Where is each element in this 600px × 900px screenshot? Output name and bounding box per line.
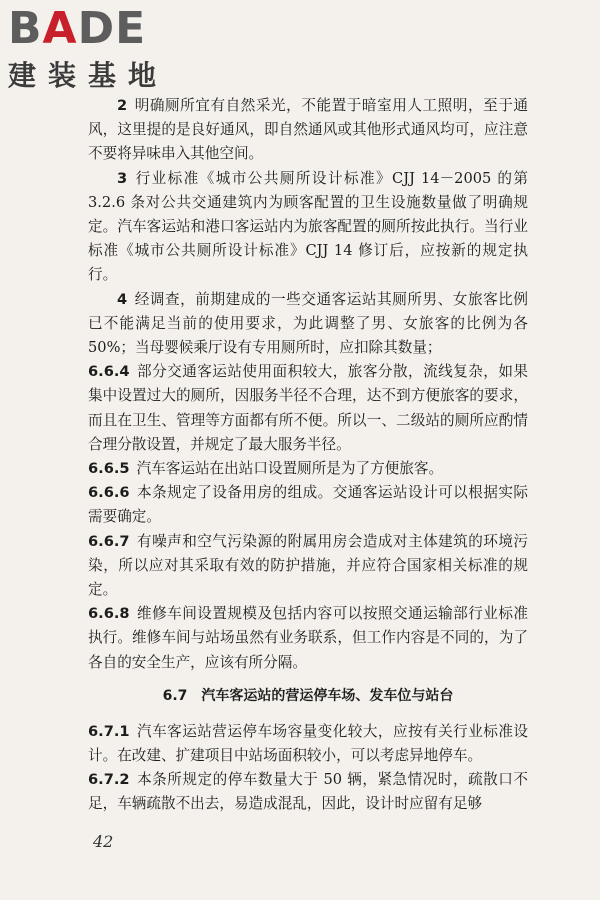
item-paragraph: 2 明确厕所宜有自然采光，不能置于暗室用人工照明，至于通风，这里提的是良好通风，即自然通风或其他形式通风均可，应注意不要将异味串入其他空间。 (88, 97, 528, 163)
page-body (88, 94, 528, 817)
item-paragraph: 3 行业标准《城市公共厕所设计标准》CJJ 14－2005 的第3.2.6 条对公共交通建筑内为顾客配置的卫生设施数量做了明确规定。汽车客运站和港口客运站内为旅客配置的厕所按此执行。当行业标准《城市公共厕所设计标准》CJJ 14 修订后，应按新的规定执行。 (88, 169, 528, 284)
item-paragraph: 4 经调查，前期建成的一些交通客运站其厕所男、女旅客比例已不能满足当前的使用要求，为此调整了男、女旅客的比例为各 50%；当母婴候乘厅设有专用厕所时，应扣除其数量； (88, 290, 528, 357)
logo-wordmark: BADE (8, 3, 147, 54)
section-heading: 6.7 汽车客运站的营运停车场、发车位与站台 (162, 687, 454, 704)
clause-paragraph: 6.6.8 维修车间设置规模及包括内容可以按照交通运输部行业标准执行。维修车间与站场虽然有业务联系，但工作内容是不同的，为了各自的安全生产，应该有所分隔。 (88, 605, 528, 671)
clause-paragraph: 6.6.5 汽车客运站在出站口设置厕所是为了方便旅客。 (88, 460, 444, 478)
clause-paragraph: 6.7.1 汽车客运站营运停车场容量变化较大，应按有关行业标准设计。在改建、扩建项目中站场面积较小，可以考虑异地停车。 (88, 722, 528, 765)
clause-paragraph: 6.6.4 部分交通客运站使用面积较大，旅客分散，流线复杂，如果集中设置过大的厕所，因服务半径不合理，达不到方便旅客的要求，而且在卫生、管理等方面都有所不便。所以一、二级站的厕所应酌情合理分散设置，并规定了最大服务半径。 (88, 363, 528, 453)
logo-subtitle: 建装基地 (8, 59, 169, 92)
clause-paragraph: 6.7.2 本条所规定的停车数量大于 50 辆，紧急情况时，疏散口不足，车辆疏散不出去，易造成混乱，因此，设计时应留有足够 (88, 771, 528, 813)
clause-paragraph: 6.6.6 本条规定了设备用房的组成。交通客运站设计可以根据实际需要确定。 (88, 484, 528, 526)
bade-logo (8, 4, 178, 96)
page-number: 42 (93, 832, 114, 851)
clause-paragraph: 6.6.7 有噪声和空气污染源的附属用房会造成对主体建筑的环境污染，所以应对其采取有效的防护措施，并应符合国家相关标准的规定。 (88, 532, 528, 599)
